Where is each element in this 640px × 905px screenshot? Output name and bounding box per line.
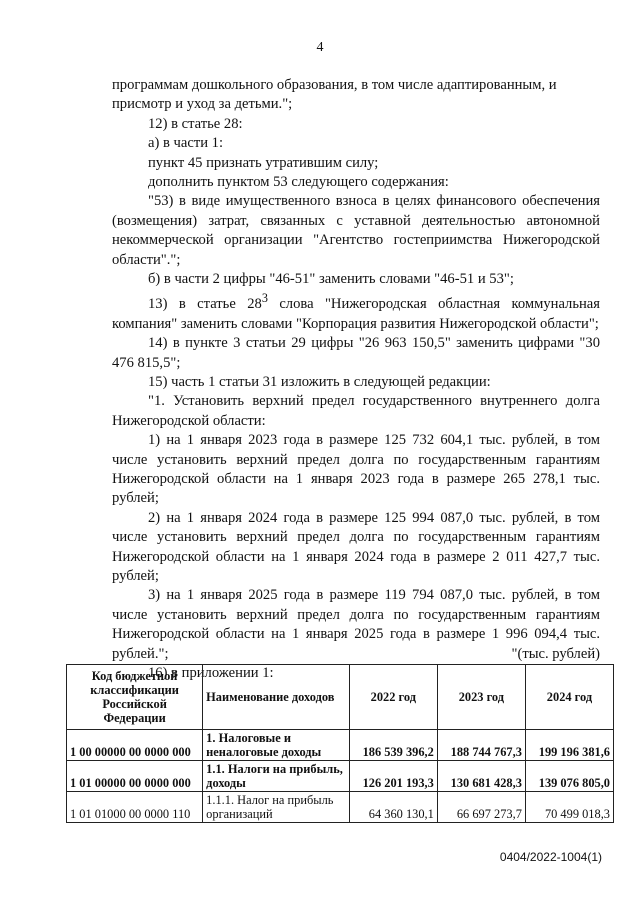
cell-2022: 126 201 193,3 — [349, 761, 437, 792]
paragraph: 14) в пункте 3 статьи 29 цифры "26 963 150,5" заменить цифрами "30 476 815,5"; — [112, 335, 600, 371]
cell-name: 1.1. Налоги на прибыль, доходы — [203, 761, 350, 792]
paragraph: "53) в виде имущественного взноса в целях финансового обеспечения (возмещения) затрат, связанных с уставной деятельностью автономной некоммерческой организации "Агентство гостеприимства Нижегородской области"."; — [112, 193, 600, 268]
cell-code: 1 01 01000 00 0000 110 — [67, 792, 203, 823]
cell-2023: 130 681 428,3 — [437, 761, 525, 792]
table-header-row — [67, 665, 614, 730]
paragraph — [112, 289, 600, 334]
paragraph: 2) на 1 января 2024 года в размере 125 994 087,0 тыс. рублей, в том числе установить верхний предел долга по государственным гарантиям Нижегородской области на 1 января 2024 года в размере 2 011 427,7 тыс. рублей; — [112, 509, 600, 585]
revenue-table — [66, 664, 614, 823]
paragraph: 16) в приложении 1: — [148, 665, 274, 682]
units-note: "(тыс. рублей) — [511, 646, 600, 662]
paragraph: б) в части 2 цифры "46-51" заменить словами "46-51 и 53"; — [148, 271, 514, 288]
document-body — [112, 76, 600, 683]
paragraph: 15) часть 1 статьи 31 изложить в следующей редакции: — [148, 373, 491, 390]
paragraph: 1) на 1 января 2023 года в размере 125 732 604,1 тыс. рублей, в том числе установить верхний предел долга по государственным гарантиям Нижегородской области на 1 января 2023 года в размере 265 278,1 тыс. рублей; — [112, 432, 600, 507]
paragraph: пункт 45 признать утратившим силу; — [148, 154, 379, 171]
cell-name: 1.1.1. Налог на прибыль организаций — [203, 792, 350, 823]
cell-2024: 139 076 805,0 — [525, 761, 613, 792]
cell-code: 1 00 00000 00 0000 000 — [67, 730, 203, 761]
cell-code: 1 01 00000 00 0000 000 — [67, 761, 203, 792]
paragraph: 3) на 1 января 2025 года в размере 119 794 087,0 тыс. рублей, в том числе установить верхний предел долга по государственным гарантиям Нижегородской области на 1 января 2025 года в размере 1 996 094,4 тыс. рублей."; — [112, 587, 600, 662]
paragraph: программам дошкольного образования, в том числе адаптированным, и присмотр и уход за детьми."; — [112, 77, 557, 113]
cell-2023: 66 697 273,7 — [437, 792, 525, 823]
cell-2023: 188 744 767,3 — [437, 730, 525, 761]
document-code: 0404/2022-1004(1) — [499, 850, 602, 864]
cell-name: 1. Налоговые и неналоговые доходы — [203, 730, 350, 761]
cell-2022: 64 360 130,1 — [349, 792, 437, 823]
header-2024: 2024 год — [525, 665, 613, 730]
header-2023: 2023 год — [437, 665, 525, 730]
paragraph-text: слова "Нижегородская областная коммунальная компания" заменить словами "Корпорация развития Нижегородской области"; — [112, 296, 600, 332]
paragraph: дополнить пунктом 53 следующего содержания: — [148, 174, 449, 191]
paragraph: "1. Установить верхний предел государственного внутреннего долга Нижегородской области: — [112, 393, 600, 429]
header-code: Код бюджетной классификации Российской Федерации — [67, 665, 203, 730]
header-name: Наименование доходов — [203, 665, 350, 730]
table-row — [67, 730, 614, 761]
cell-2022: 186 539 396,2 — [349, 730, 437, 761]
page-number: 4 — [316, 40, 324, 55]
table-row — [67, 761, 614, 792]
superscript: 3 — [261, 291, 268, 306]
header-2022: 2022 год — [349, 665, 437, 730]
paragraph-text: 13) в статье 28 — [148, 296, 262, 313]
paragraph: а) в части 1: — [148, 135, 224, 152]
cell-2024: 70 499 018,3 — [525, 792, 613, 823]
paragraph: 12) в статье 28: — [148, 115, 243, 132]
table-row — [67, 792, 614, 823]
cell-2024: 199 196 381,6 — [525, 730, 613, 761]
